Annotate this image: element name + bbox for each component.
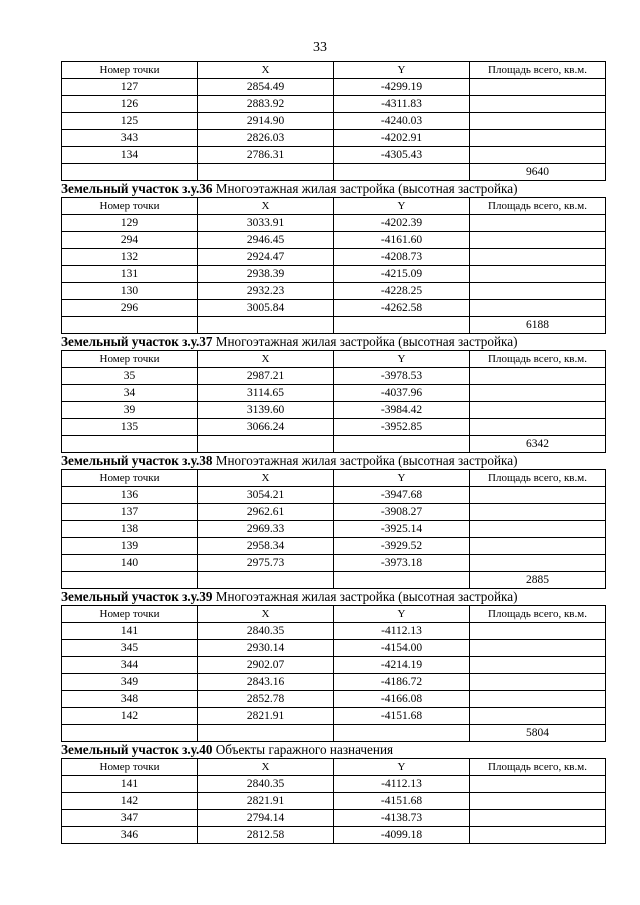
y-cell: -4138.73 — [334, 810, 470, 827]
table-row — [62, 521, 606, 538]
y-cell: -3929.52 — [334, 538, 470, 555]
empty-cell — [334, 164, 470, 181]
empty-cell — [198, 164, 334, 181]
table-row — [62, 708, 606, 725]
y-cell: -4208.73 — [334, 249, 470, 266]
empty-cell — [198, 725, 334, 742]
y-cell: -4202.39 — [334, 215, 470, 232]
x-cell: 2826.03 — [198, 130, 334, 147]
total-area-value: 9640 — [470, 164, 606, 181]
x-cell: 2962.61 — [198, 504, 334, 521]
y-cell: -4262.58 — [334, 300, 470, 317]
x-cell: 2975.73 — [198, 555, 334, 572]
document-body — [61, 61, 605, 844]
header-y: Y — [334, 351, 470, 368]
table-header-row — [62, 62, 606, 79]
table-row — [62, 300, 606, 317]
table-row — [62, 96, 606, 113]
table-row — [62, 691, 606, 708]
table-row — [62, 113, 606, 130]
x-cell: 3005.84 — [198, 300, 334, 317]
header-x: X — [198, 470, 334, 487]
table-row — [62, 266, 606, 283]
table-row — [62, 555, 606, 572]
area-cell — [470, 793, 606, 810]
area-cell — [470, 368, 606, 385]
header-x: X — [198, 62, 334, 79]
table-header-row — [62, 470, 606, 487]
point-number-cell: 35 — [62, 368, 198, 385]
point-number-cell: 134 — [62, 147, 198, 164]
point-number-cell: 141 — [62, 776, 198, 793]
y-cell: -4228.25 — [334, 283, 470, 300]
area-cell — [470, 657, 606, 674]
area-cell — [470, 776, 606, 793]
total-row — [62, 725, 606, 742]
plot-id: Земельный участок з.у.37 — [61, 334, 213, 349]
section-title — [61, 742, 605, 758]
total-area-value: 6342 — [470, 436, 606, 453]
empty-cell — [62, 317, 198, 334]
x-cell: 2932.23 — [198, 283, 334, 300]
header-y: Y — [334, 62, 470, 79]
y-cell: -4214.19 — [334, 657, 470, 674]
x-cell: 2946.45 — [198, 232, 334, 249]
coordinates-table — [61, 197, 606, 334]
point-number-cell: 129 — [62, 215, 198, 232]
point-number-cell: 138 — [62, 521, 198, 538]
y-cell: -4311.83 — [334, 96, 470, 113]
y-cell: -4151.68 — [334, 793, 470, 810]
point-number-cell: 137 — [62, 504, 198, 521]
area-cell — [470, 555, 606, 572]
point-number-cell: 141 — [62, 623, 198, 640]
header-x: X — [198, 351, 334, 368]
table-row — [62, 487, 606, 504]
table-row — [62, 215, 606, 232]
area-cell — [470, 674, 606, 691]
point-number-cell: 127 — [62, 79, 198, 96]
table-row — [62, 657, 606, 674]
coordinates-table — [61, 469, 606, 589]
x-cell: 3066.24 — [198, 419, 334, 436]
x-cell: 2902.07 — [198, 657, 334, 674]
y-cell: -4215.09 — [334, 266, 470, 283]
point-number-cell: 347 — [62, 810, 198, 827]
y-cell: -4161.60 — [334, 232, 470, 249]
x-cell: 2812.58 — [198, 827, 334, 844]
plot-id: Земельный участок з.у.40 — [61, 742, 213, 757]
point-number-cell: 39 — [62, 402, 198, 419]
table-row — [62, 402, 606, 419]
area-cell — [470, 130, 606, 147]
table-row — [62, 793, 606, 810]
coordinates-table — [61, 350, 606, 453]
table-row — [62, 640, 606, 657]
table-row — [62, 385, 606, 402]
land-plot-section — [61, 181, 605, 334]
empty-cell — [62, 725, 198, 742]
x-cell: 2821.91 — [198, 708, 334, 725]
x-cell: 2840.35 — [198, 623, 334, 640]
area-cell — [470, 113, 606, 130]
table-row — [62, 827, 606, 844]
land-plot-section — [61, 742, 605, 844]
header-x: X — [198, 198, 334, 215]
header-y: Y — [334, 470, 470, 487]
x-cell: 3114.65 — [198, 385, 334, 402]
plot-usage: Многоэтажная жилая застройка (высотная застройка) — [212, 334, 518, 349]
area-cell — [470, 623, 606, 640]
x-cell: 2969.33 — [198, 521, 334, 538]
area-cell — [470, 300, 606, 317]
header-x: X — [198, 606, 334, 623]
header-area-total: Площадь всего, кв.м. — [470, 759, 606, 776]
point-number-cell: 296 — [62, 300, 198, 317]
table-row — [62, 538, 606, 555]
section-title — [61, 334, 605, 350]
header-point-number: Номер точки — [62, 759, 198, 776]
area-cell — [470, 521, 606, 538]
table-row — [62, 776, 606, 793]
table-row — [62, 130, 606, 147]
y-cell: -4202.91 — [334, 130, 470, 147]
section-title — [61, 453, 605, 469]
point-number-cell: 130 — [62, 283, 198, 300]
plot-id: Земельный участок з.у.36 — [61, 181, 213, 196]
plot-id: Земельный участок з.у.38 — [61, 453, 213, 468]
y-cell: -4099.18 — [334, 827, 470, 844]
point-number-cell: 142 — [62, 708, 198, 725]
table-header-row — [62, 198, 606, 215]
header-point-number: Номер точки — [62, 351, 198, 368]
header-y: Y — [334, 606, 470, 623]
y-cell: -4240.03 — [334, 113, 470, 130]
x-cell: 2924.47 — [198, 249, 334, 266]
x-cell: 2821.91 — [198, 793, 334, 810]
area-cell — [470, 827, 606, 844]
total-row — [62, 436, 606, 453]
table-header-row — [62, 351, 606, 368]
y-cell: -4305.43 — [334, 147, 470, 164]
y-cell: -3973.18 — [334, 555, 470, 572]
table-header-row — [62, 606, 606, 623]
point-number-cell: 34 — [62, 385, 198, 402]
empty-cell — [334, 317, 470, 334]
area-cell — [470, 249, 606, 266]
point-number-cell: 349 — [62, 674, 198, 691]
empty-cell — [198, 317, 334, 334]
y-cell: -4112.13 — [334, 623, 470, 640]
total-row — [62, 164, 606, 181]
total-row — [62, 317, 606, 334]
total-area-value: 2885 — [470, 572, 606, 589]
land-plot-section — [61, 61, 605, 181]
x-cell: 2987.21 — [198, 368, 334, 385]
table-header-row — [62, 759, 606, 776]
table-row — [62, 810, 606, 827]
point-number-cell: 135 — [62, 419, 198, 436]
y-cell: -3925.14 — [334, 521, 470, 538]
table-row — [62, 283, 606, 300]
table-row — [62, 232, 606, 249]
land-plot-section — [61, 334, 605, 453]
area-cell — [470, 147, 606, 164]
table-row — [62, 368, 606, 385]
x-cell: 2854.49 — [198, 79, 334, 96]
total-area-value: 6188 — [470, 317, 606, 334]
y-cell: -3952.85 — [334, 419, 470, 436]
x-cell: 2794.14 — [198, 810, 334, 827]
area-cell — [470, 487, 606, 504]
point-number-cell: 343 — [62, 130, 198, 147]
area-cell — [470, 419, 606, 436]
area-cell — [470, 640, 606, 657]
area-cell — [470, 708, 606, 725]
empty-cell — [62, 164, 198, 181]
y-cell: -4037.96 — [334, 385, 470, 402]
area-cell — [470, 232, 606, 249]
y-cell: -4299.19 — [334, 79, 470, 96]
area-cell — [470, 215, 606, 232]
coordinates-table — [61, 61, 606, 181]
y-cell: -4166.08 — [334, 691, 470, 708]
point-number-cell: 132 — [62, 249, 198, 266]
header-point-number: Номер точки — [62, 470, 198, 487]
empty-cell — [334, 572, 470, 589]
coordinates-table — [61, 605, 606, 742]
point-number-cell: 142 — [62, 793, 198, 810]
table-row — [62, 249, 606, 266]
header-area-total: Площадь всего, кв.м. — [470, 198, 606, 215]
y-cell: -4154.00 — [334, 640, 470, 657]
area-cell — [470, 538, 606, 555]
header-point-number: Номер точки — [62, 62, 198, 79]
x-cell: 2786.31 — [198, 147, 334, 164]
area-cell — [470, 385, 606, 402]
y-cell: -4186.72 — [334, 674, 470, 691]
area-cell — [470, 96, 606, 113]
x-cell: 2883.92 — [198, 96, 334, 113]
x-cell: 3054.21 — [198, 487, 334, 504]
empty-cell — [62, 572, 198, 589]
table-row — [62, 79, 606, 96]
header-point-number: Номер точки — [62, 606, 198, 623]
page-number: 33 — [313, 40, 327, 55]
area-cell — [470, 402, 606, 419]
plot-usage: Многоэтажная жилая застройка (высотная застройка) — [212, 589, 518, 604]
area-cell — [470, 266, 606, 283]
area-cell — [470, 504, 606, 521]
point-number-cell: 345 — [62, 640, 198, 657]
table-row — [62, 147, 606, 164]
header-area-total: Площадь всего, кв.м. — [470, 351, 606, 368]
y-cell: -3908.27 — [334, 504, 470, 521]
point-number-cell: 346 — [62, 827, 198, 844]
area-cell — [470, 79, 606, 96]
coordinates-table — [61, 758, 606, 844]
area-cell — [470, 810, 606, 827]
total-row — [62, 572, 606, 589]
table-row — [62, 674, 606, 691]
land-plot-section — [61, 589, 605, 742]
x-cell: 2843.16 — [198, 674, 334, 691]
plot-usage: Объекты гаражного назначения — [212, 742, 394, 757]
plot-id: Земельный участок з.у.39 — [61, 589, 213, 604]
y-cell: -4112.13 — [334, 776, 470, 793]
land-plot-section — [61, 453, 605, 589]
table-row — [62, 623, 606, 640]
empty-cell — [334, 725, 470, 742]
empty-cell — [198, 572, 334, 589]
empty-cell — [62, 436, 198, 453]
point-number-cell: 126 — [62, 96, 198, 113]
x-cell: 2852.78 — [198, 691, 334, 708]
area-cell — [470, 283, 606, 300]
empty-cell — [198, 436, 334, 453]
point-number-cell: 344 — [62, 657, 198, 674]
total-area-value: 5804 — [470, 725, 606, 742]
area-cell — [470, 691, 606, 708]
x-cell: 2840.35 — [198, 776, 334, 793]
y-cell: -3984.42 — [334, 402, 470, 419]
empty-cell — [334, 436, 470, 453]
header-area-total: Площадь всего, кв.м. — [470, 62, 606, 79]
section-title — [61, 181, 605, 197]
point-number-cell: 348 — [62, 691, 198, 708]
x-cell: 3139.60 — [198, 402, 334, 419]
plot-usage: Многоэтажная жилая застройка (высотная застройка) — [212, 181, 518, 196]
section-title — [61, 589, 605, 605]
y-cell: -3947.68 — [334, 487, 470, 504]
header-y: Y — [334, 759, 470, 776]
x-cell: 2930.14 — [198, 640, 334, 657]
x-cell: 2958.34 — [198, 538, 334, 555]
table-row — [62, 504, 606, 521]
x-cell: 2914.90 — [198, 113, 334, 130]
header-point-number: Номер точки — [62, 198, 198, 215]
table-row — [62, 419, 606, 436]
header-x: X — [198, 759, 334, 776]
header-y: Y — [334, 198, 470, 215]
x-cell: 2938.39 — [198, 266, 334, 283]
y-cell: -3978.53 — [334, 368, 470, 385]
point-number-cell: 294 — [62, 232, 198, 249]
plot-usage: Многоэтажная жилая застройка (высотная застройка) — [212, 453, 518, 468]
header-area-total: Площадь всего, кв.м. — [470, 606, 606, 623]
point-number-cell: 131 — [62, 266, 198, 283]
y-cell: -4151.68 — [334, 708, 470, 725]
point-number-cell: 139 — [62, 538, 198, 555]
point-number-cell: 140 — [62, 555, 198, 572]
x-cell: 3033.91 — [198, 215, 334, 232]
header-area-total: Площадь всего, кв.м. — [470, 470, 606, 487]
point-number-cell: 136 — [62, 487, 198, 504]
point-number-cell: 125 — [62, 113, 198, 130]
